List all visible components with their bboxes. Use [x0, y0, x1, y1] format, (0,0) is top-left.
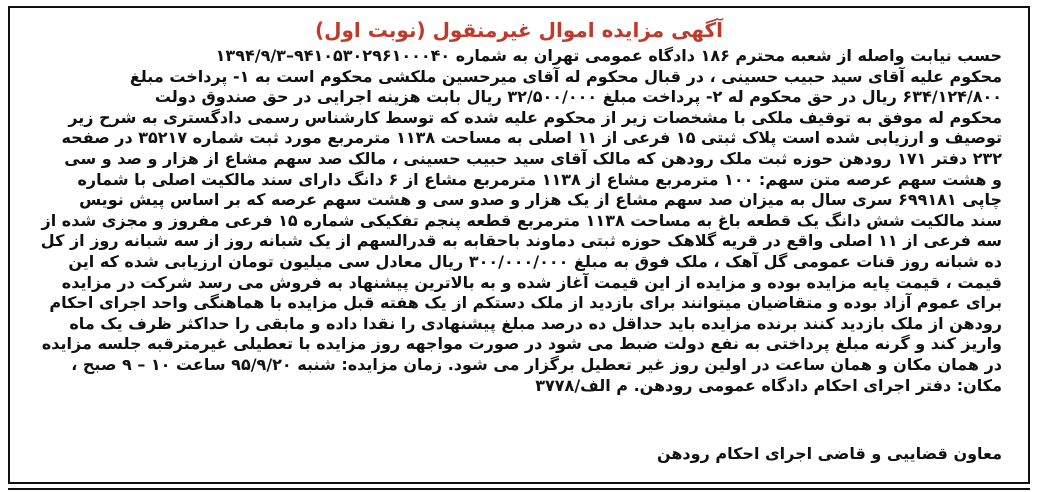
notice-line: ۲۳۲ دفتر ۱۷۱ رودهن حوزه ثبت ملک رودهن که مالک آقای سید حبیب حسینی ، مالک صد سهم مشاع از هزار و صد و سی: [64, 148, 1002, 168]
notice-line: قیمت ، قیمت پایه مزایده بوده و مزایده از این قیمت آغاز شده و به بالاترین پیشنهاد به فروش می رسد شرکت در مزایده: [61, 272, 1002, 292]
notice-title: آگهی مزایده اموال غیرمنقول (نوبت اول): [314, 18, 724, 42]
notice-line: ده شبانه روز قنات عمومی گل آهک ، ملک فوق به مبلغ ۳۰۰/۰۰۰/۰۰۰ ریال معادل سی میلیون تومان ارزیابی شده که این: [68, 251, 1002, 271]
notice-body: [36, 46, 1002, 396]
notice-line: چاپی ۶۹۹۱۸۱ سری سال به میزان صد سهم مشاع از یک هزار و صدو سی و هشت سهم عرصه که بر اساس پیش نویس: [79, 190, 1002, 210]
notice-line: حسب نیابت واصله از شعبه محترم ۱۸۶ دادگاه عمومی تهران به شماره ۹۴۱۰۵۳۰۲۹۶۱۰۰۰۴۰–۱۳۹۴/۹/۳: [215, 46, 1002, 65]
notice-line: سند مالکیت شش دانگ یک قطعه باغ به مساحت ۱۱۳۸ مترمربع قطعه پنجم تفکیکی شماره ۱۵ فرعی مفروز و مجزی شده از: [41, 210, 1002, 230]
notice-line: محکوم له موفق به توقیف ملکی با مشخصات زیر از محکوم علیه شده که توسط کارشناس رسمی دادگستری به شرح زیر: [68, 107, 1002, 127]
notice-line: ۶۳۴/۱۲۴/۸۰۰ ریال در حق محکوم له ۲- پرداخت مبلغ ۳۲/۵۰۰/۰۰۰ ریال بابت هزینه اجرایی در حق صندوق دولت: [154, 87, 1002, 107]
notice-line: محکوم علیه آقای سید حبیب حسینی ، در قبال محکوم له آقای میرحسین ملکشی محکوم است به ۱- پرداخت مبلغ: [129, 66, 1002, 86]
notice-line: و هشت سهم عرصه متن سهم: ۱۰۰ مترمربع مشاع از ۱۱۳۸ مترمربع مشاع از ۶ دانگ دارای سند مالکیت اصلی با شماره: [77, 169, 1002, 189]
notice-line: رودهن از ملک بازدید کنند برنده مزایده باید حداقل ده درصد مبلغ پیشنهادی را نقدا داده و مابقی را حداکثر ظرف یک ماه: [69, 313, 1002, 333]
notice-line: برای عموم آزاد بوده و متقاضیان میتوانند برای بازدید از ملک دستکم از یک هفته قبل مزایده با هماهنگی واحد اجرای احکام: [49, 293, 1002, 313]
notice-line: سه فرعی از ۱۱ اصلی واقع در قریه گلاهک حوزه ثبتی دماوند باحقابه به قدرالسهم از یک شبانه روز از سه شبانه روز از کل: [40, 231, 1002, 251]
notice-line: واریز کند و گرنه مبلغ پرداختی به نفع دولت ضبط می شود در صورت مواجهه روز مزایده با تعطیلی غیرمترقبه جلسه مزایده: [41, 334, 1002, 354]
bottom-divider: [8, 488, 1030, 490]
notice-line: در همان مکان و همان ساعت در اولین روز غیر تعطیل برگزار می شود. زمان مزایده: شنبه ۹۵/۹/۲۰ ساعت ۱۰ – ۹ صبح ،: [71, 354, 1002, 374]
notice-line: توصیف و ارزیابی شده است پلاک ثبتی ۱۵ فرعی از ۱۱ اصلی به مساحت ۱۱۳۸ مترمربع مورد ثبت شماره ۳۵۲۱۷ در صفحه: [61, 128, 1002, 148]
notice-signature: معاون قضاییی و قاضی اجرای احکام رودهن: [656, 444, 1002, 463]
notice-line: مکان: دفتر اجرای احکام دادگاه عمومی رودهن. م الف/۳۷۷۸: [535, 375, 1002, 395]
notice-frame: [8, 6, 1030, 484]
